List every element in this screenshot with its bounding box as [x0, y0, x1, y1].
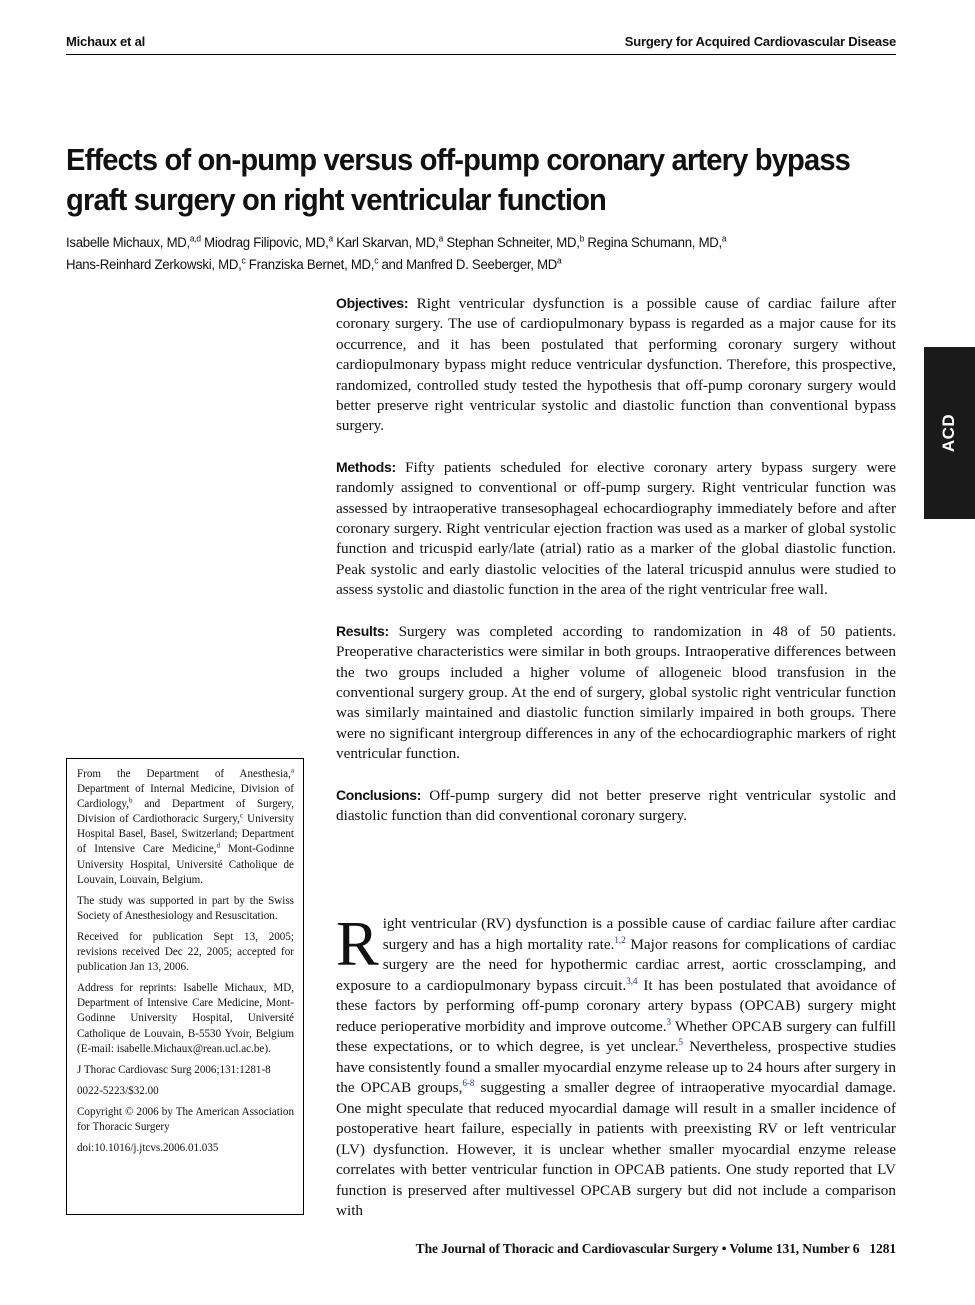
- abstract-objectives: Objectives: Right ventricular dysfunction is a possible cause of cardiac failure after coronary surgery. The use of cardiopulmonary bypass is regarded as a major cause for its occurrence, and it has been postulated that performing coronary surgery without cardiopulmonary bypass might reduce ventricular dysfunction. Therefore, this prospective, randomized, controlled study tested the hypothesis that off-pump coronary surgery would better preserve right ventricular systolic and diastolic function than conventional bypass surgery.: [336, 295, 896, 435]
- abstract: [336, 293, 896, 846]
- author: Franziska Bernet, MD,$^c$: [248, 255, 379, 273]
- page-number: 1281: [869, 1241, 896, 1256]
- copyright: Copyright © 2006 by The American Association for Thoracic Surgery: [77, 1105, 294, 1133]
- reprint-address: Address for reprints: Isabelle Michaux, MD, Department of Intensive Care Medicine, Mont-Godinne University Hospital, Université Catholique de Louvain, B-5530 Yvoir, Belgium (E-mail: isabelle.Michaux@rean.ucl.ac.be).: [77, 982, 294, 1055]
- author: Hans-Reinhard Zerkowski, MD,$^c$: [66, 255, 246, 273]
- author: Karl Skarvan, MD,$^a$: [336, 233, 444, 251]
- article-info-box: [66, 758, 304, 1215]
- running-head-author: Michaux et al: [66, 34, 146, 49]
- author: Isabelle Michaux, MD,$^{a,d}$: [66, 233, 201, 251]
- author: Stephan Schneiter, MD,$^b$: [446, 233, 585, 251]
- author: Miodrag Filipovic, MD,$^a$: [204, 233, 333, 251]
- issn: 0022-5223/$32.00: [77, 1084, 159, 1097]
- article-title: Effects of on-pump versus off-pump coronary artery bypass graft surgery on right ventricular function: [66, 142, 851, 217]
- reference-link[interactable]: 5: [678, 1036, 684, 1047]
- reference-link[interactable]: 1,2: [614, 934, 626, 945]
- drop-cap: R: [336, 908, 379, 979]
- running-head-section: Surgery for Acquired Cardiovascular Disease: [624, 34, 896, 49]
- reference-link[interactable]: 3,4: [626, 975, 638, 986]
- doi: doi:10.1016/j.jtcvs.2006.01.035: [77, 1142, 219, 1155]
- affiliations: From the Department of Anesthesia,$^a$ Department of Internal Medicine, Division of Cardiology,$^b$ and Department of Surgery, Division of Cardiothoracic Surgery,$^c$ University Hospital Basel, Basel, Switzerland; Department of Intensive Care Medicine,$^d$ Mont-Godinne University Hospital, Université Catholique de Louvain, Louvain, Belgium.: [77, 766, 295, 886]
- citation: J Thorac Cardiovasc Surg 2006;131:1281-8: [77, 1063, 271, 1076]
- introduction-text: [336, 908, 897, 1222]
- publication-dates: Received for publication Sept 13, 2005; revisions received Dec 22, 2005; accepted for publication Jan 13, 2006.: [77, 930, 294, 974]
- abstract-results: Results: Surgery was completed according to randomization in 48 of 50 patients. Preoperative characteristics were similar in both groups. Intraoperative differences between the two groups included a higher volume of allogeneic blood transfusion in the conventional surgery group. At the end of surgery, global systolic right ventricular function was similarly maintained and diastolic function similarly impaired in both groups. There were no significant intergroup differences in any of the echocardiographic markers of right ventricular function.: [336, 622, 896, 763]
- section-tab-label: ACD: [939, 413, 959, 453]
- author: Regina Schumann, MD,$^a$: [587, 233, 727, 251]
- running-head: [66, 32, 896, 55]
- abstract-methods: Methods: Fifty patients scheduled for elective coronary artery bypass surgery were randomly assigned to conventional or off-pump surgery. Right ventricular function was assessed by intraoperative transesophageal echocardiography immediately before and after coronary surgery. Right ventricular ejection fraction was used as a marker of global systolic function and tricuspid early/late (atrial) ratio as a marker of the global diastolic function. Peak systolic and early diastolic velocities of the lateral tricuspid annulus were studied to assess systolic and diastolic function in the area of the right ventricular free wall.: [336, 458, 897, 599]
- page-footer: [416, 1241, 896, 1257]
- author: and Manfred D. Seeberger, $MD^a$: [381, 255, 562, 273]
- journal-info: The Journal of Thoracic and Cardiovascular Surgery • Volume 131, Number 6: [415, 1241, 860, 1256]
- reference-link[interactable]: 6-8: [462, 1077, 475, 1088]
- author-list: [66, 232, 875, 276]
- reference-link[interactable]: 3: [666, 1016, 672, 1027]
- abstract-conclusions: Conclusions: Off-pump surgery did not better preserve right ventricular systolic and diastolic function than did conventional coronary surgery.: [336, 786, 896, 824]
- section-tab: [924, 347, 975, 519]
- body-paragraph: Right ventricular (RV) dysfunction is a possible cause of cardiac failure after cardiac surgery and has a high mortality rate.$^{1,2}$ Major reasons for complications of cardiac surgery are the need for hypothermic cardiac arrest, aortic crossclamping, and exposure to a cardiopulmonary bypass circuit.$^{3,4}$ It has been postulated that avoidance of these factors by performing off-pump coronary artery bypass (OPCAB) surgery might reduce perioperative morbidity and improve outcome.$^3$ Whether OPCAB surgery can fulfill these expectations, or to which degree, is yet unclear.$^5$ Nevertheless, prospective studies have consistently found a smaller myocardial enzyme release up to 24 hours after surgery in the OPCAB groups,$^{6-8}$ suggesting a smaller degree of intraoperative myocardial damage. One might speculate that reduced myocardial damage will result in a smaller incidence of postoperative heart failure, especially in patients with preexisting RV or left ventricular (LV) dysfunction. However, it is unclear whether smaller myocardial enzyme release correlates with better ventricular function in OPCAB patients. One study reported that LV function is preserved after multivessel OPCAB surgery but did not include a comparison with: [336, 908, 897, 1219]
- funding-note: The study was supported in part by the Swiss Society of Anesthesiology and Resuscitation.: [77, 894, 294, 922]
